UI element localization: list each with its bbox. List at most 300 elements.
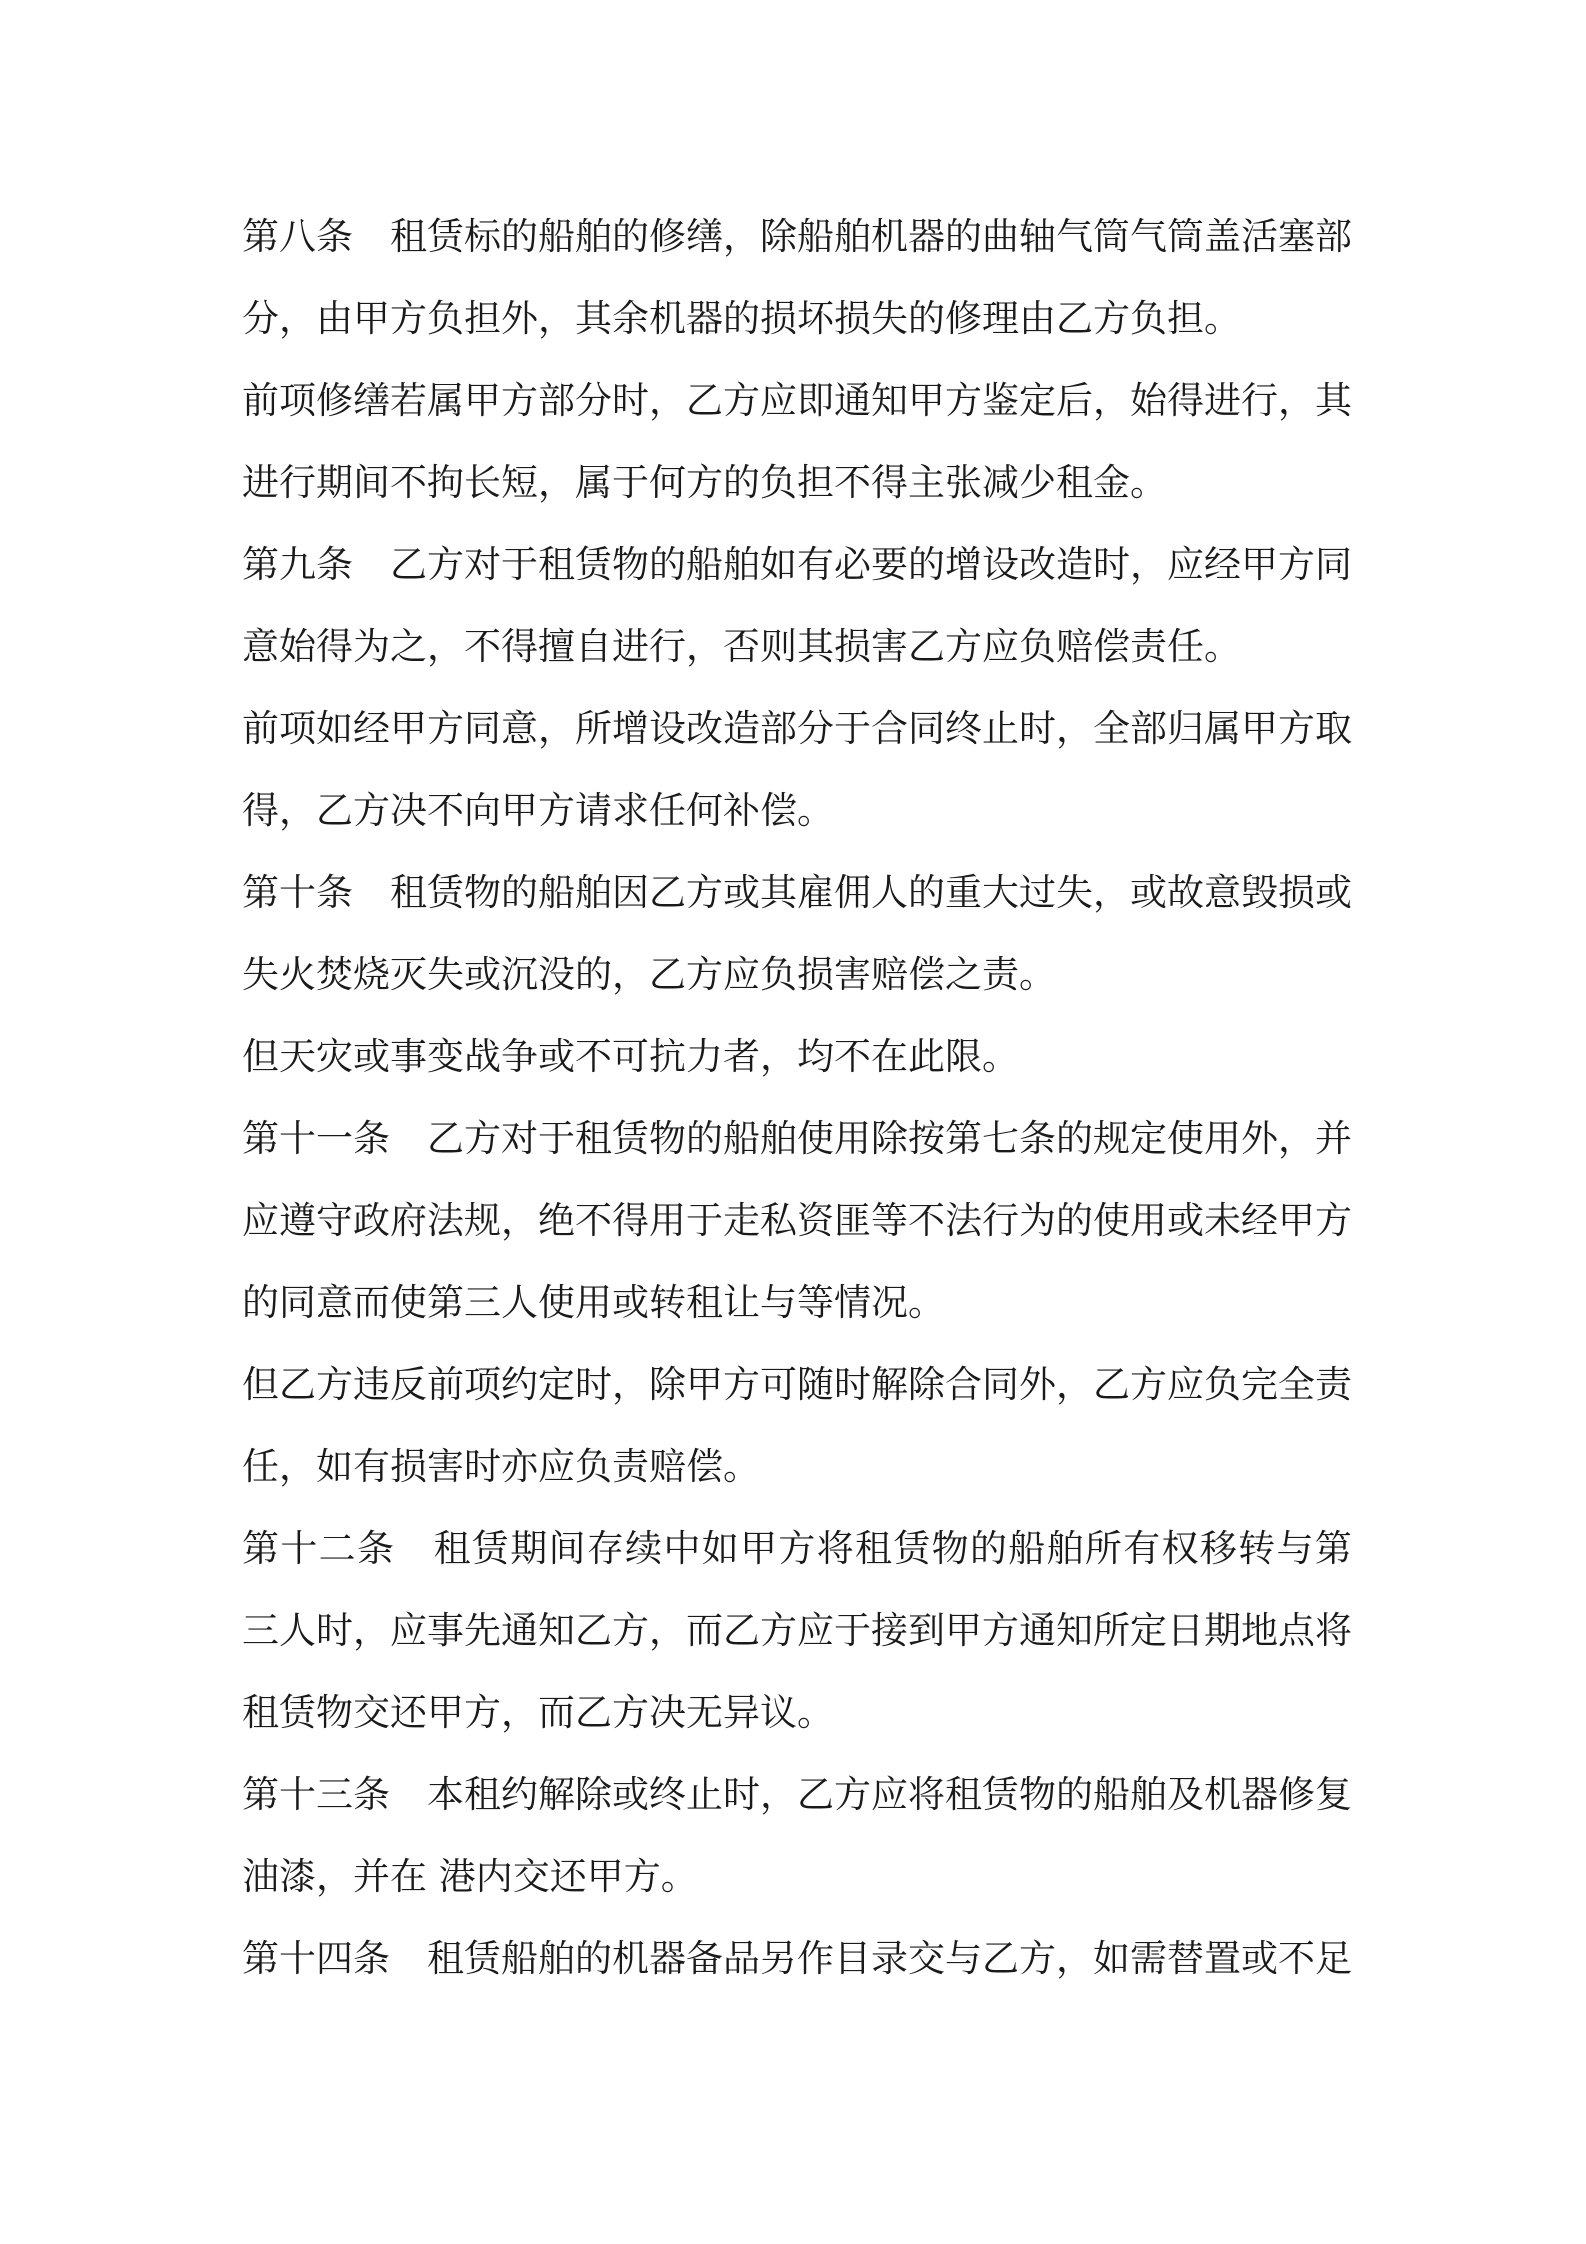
text-line: 意始得为之，不得擅自进行，否则其损害乙方应负赔偿责任。	[242, 625, 1241, 668]
text-char: 气	[1056, 215, 1093, 258]
text-char: 方	[945, 379, 982, 422]
text-char: 第	[242, 1117, 279, 1160]
text-char: 气	[1130, 215, 1167, 258]
text-char: 租	[433, 1527, 471, 1570]
text-char: 时	[1093, 543, 1130, 586]
text-char: 鉴	[982, 379, 1019, 422]
text-char: 到	[908, 1609, 945, 1652]
text-char: 未	[1204, 1199, 1241, 1242]
text-line	[242, 852, 1352, 934]
text-char: 设	[649, 707, 686, 750]
text-char: 甲	[740, 1527, 778, 1570]
text-char: 对	[464, 543, 501, 586]
text-char: 三	[242, 1609, 279, 1652]
text-char: 乙	[723, 1609, 760, 1652]
text-char: ，	[1278, 1117, 1315, 1160]
text-char: 的	[1056, 1199, 1093, 1242]
text-char: 合	[871, 707, 908, 750]
text-char: 时	[575, 1363, 612, 1406]
text-char: 改	[686, 707, 723, 750]
text-char: 第	[242, 871, 279, 914]
text-char: 交	[908, 1937, 945, 1980]
text-char: 三	[316, 1773, 353, 1816]
text-char: ，	[353, 1609, 390, 1652]
text-char: 需	[1130, 1937, 1167, 1980]
text-char: 船	[686, 543, 723, 586]
text-char: 守	[316, 1199, 353, 1242]
text-char: 定	[538, 1363, 575, 1406]
text-char	[353, 196, 390, 278]
text-char: 经	[1241, 1199, 1278, 1242]
text-char: 租	[855, 1527, 892, 1570]
text-char: 雇	[797, 871, 834, 914]
text-char: 后	[1056, 379, 1093, 422]
text-char: 方	[464, 1117, 501, 1160]
text-char: 并	[1315, 1117, 1352, 1160]
text-char: 时	[612, 379, 649, 422]
text-char: 法	[945, 1199, 982, 1242]
text-char: 筒	[1093, 215, 1130, 258]
text-char: ，	[649, 379, 686, 422]
text-char: 全	[1093, 707, 1130, 750]
text-char: 于	[834, 707, 871, 750]
text-char: 盖	[1204, 215, 1241, 258]
text-char: 或	[1167, 1199, 1204, 1242]
text-char: 将	[1315, 1609, 1352, 1652]
text-char: 始	[1130, 379, 1167, 422]
text-char: 设	[982, 543, 1019, 586]
text-char: 第	[242, 543, 279, 586]
text-char: 条	[353, 1773, 390, 1816]
text-char: 于	[538, 1117, 575, 1160]
text-line: 但天灾或事变战争或不可抗力者，均不在此限。	[242, 1035, 1019, 1078]
text-char: 或	[1241, 1937, 1278, 1980]
text-char: 约	[501, 1773, 538, 1816]
text-char: 舶	[575, 871, 612, 914]
text-char: ，	[1278, 379, 1315, 422]
text-char: 匪	[834, 1199, 871, 1242]
text-char: 通	[1019, 1609, 1056, 1652]
text-char: 的	[1056, 1773, 1093, 1816]
text-char: 方	[316, 1363, 353, 1406]
text-char: 赁	[893, 1527, 931, 1570]
text-char: 条	[1019, 1117, 1056, 1160]
text-char: 修	[316, 379, 353, 422]
text-char: 通	[834, 379, 871, 422]
text-char: 方	[1315, 1199, 1352, 1242]
text-char: 应	[1167, 1363, 1204, 1406]
text-char: 乙	[649, 871, 686, 914]
text-char: 物	[1019, 1773, 1056, 1816]
text-char: 修	[649, 215, 686, 258]
text-char: 赁	[427, 871, 464, 914]
text-char: 失	[1056, 871, 1093, 914]
text-char: 时	[723, 1773, 760, 1816]
text-char: 机	[871, 215, 908, 258]
text-char: 部	[1315, 215, 1352, 258]
text-char: 合	[945, 1363, 982, 1406]
text-char: 与	[1276, 1527, 1314, 1570]
text-char: 有	[797, 543, 834, 586]
text-char: 船	[501, 1937, 538, 1980]
text-char: 船	[538, 871, 575, 914]
text-char: ，	[1130, 543, 1167, 586]
text-char: 行	[982, 1199, 1019, 1242]
text-char: 二	[318, 1527, 356, 1570]
text-char: 走	[723, 1199, 760, 1242]
text-char: 十	[279, 1117, 316, 1160]
text-char: 目	[834, 1937, 871, 1980]
text-char: 的	[969, 1527, 1007, 1570]
text-char: 十	[280, 1527, 318, 1570]
text-char: 而	[686, 1609, 723, 1652]
text-char: 期	[510, 1527, 548, 1570]
text-line	[242, 688, 1352, 770]
text-char: 使	[797, 1117, 834, 1160]
text-char: 责	[1315, 1363, 1352, 1406]
text-line	[242, 1508, 1352, 1590]
text-char: 赁	[612, 1117, 649, 1160]
text-char: ，	[538, 707, 575, 750]
text-char: 为	[1019, 1199, 1056, 1242]
text-char: 方	[501, 379, 538, 422]
text-line: 进行期间不拘长短，属于何方的负担不得主张减少租金。	[242, 461, 1167, 504]
text-char: 定	[1019, 379, 1056, 422]
text-char: 同	[1315, 543, 1352, 586]
text-char: 条	[316, 215, 353, 258]
text-char: 第	[242, 1937, 279, 1980]
text-char: 规	[1093, 1117, 1130, 1160]
text-char: 方	[834, 1773, 871, 1816]
text-char: 知	[1056, 1609, 1093, 1652]
text-char: 接	[871, 1609, 908, 1652]
text-char: 舶	[538, 1937, 575, 1980]
text-char: 负	[1204, 1363, 1241, 1406]
text-char: 随	[797, 1363, 834, 1406]
text-char: 反	[390, 1363, 427, 1406]
text-char: 或	[1130, 871, 1167, 914]
text-char: 赁	[427, 215, 464, 258]
text-char: 十	[279, 1937, 316, 1980]
text-char: 得	[1167, 379, 1204, 422]
text-char: 如	[760, 543, 797, 586]
text-char: 项	[279, 379, 316, 422]
text-char: ，	[1093, 871, 1130, 914]
text-char: 应	[797, 1609, 834, 1652]
text-char	[353, 524, 390, 606]
text-char: ，	[723, 215, 760, 258]
text-char: ，	[501, 1199, 538, 1242]
text-char: 按	[908, 1117, 945, 1160]
text-char: 过	[1019, 871, 1056, 914]
text-char: 于	[686, 1199, 723, 1242]
text-char: 同	[908, 707, 945, 750]
text-char: 所	[575, 707, 612, 750]
text-char: 其	[1315, 379, 1352, 422]
text-char: 甲	[464, 379, 501, 422]
text-char: 器	[1241, 1773, 1278, 1816]
text-char: 损	[1278, 871, 1315, 914]
text-line	[242, 360, 1352, 442]
text-char: 的	[908, 871, 945, 914]
text-char: 属	[427, 379, 464, 422]
text-char: 行	[1241, 379, 1278, 422]
text-char: 等	[871, 1199, 908, 1242]
text-char: 乙	[982, 1937, 1019, 1980]
text-char: 乙	[390, 543, 427, 586]
text-char: 机	[1204, 1773, 1241, 1816]
text-line: 的同意而使第三人使用或转租让与等情况。	[242, 1281, 945, 1324]
text-char: 租	[390, 215, 427, 258]
text-line	[242, 1590, 1352, 1672]
text-char: 用	[834, 1117, 871, 1160]
text-char: 第	[242, 1527, 279, 1570]
text-char: 其	[760, 871, 797, 914]
text-char: 用	[1130, 1199, 1167, 1242]
text-char: 分	[797, 707, 834, 750]
text-char: 器	[649, 1937, 686, 1980]
text-char: 条	[353, 1117, 390, 1160]
text-char: 品	[723, 1937, 760, 1980]
text-char: 使	[1093, 1199, 1130, 1242]
text-line	[242, 524, 1352, 606]
text-char: 或	[1315, 871, 1352, 914]
text-char: 改	[1019, 543, 1056, 586]
text-char: 于	[501, 543, 538, 586]
text-char	[390, 1918, 427, 2000]
text-char: 缮	[353, 379, 390, 422]
text-char: 应	[1167, 543, 1204, 586]
text-char: 时	[316, 1609, 353, 1652]
text-char: 方	[1130, 1363, 1167, 1406]
text-char: 意	[501, 707, 538, 750]
text-char: 使	[1167, 1117, 1204, 1160]
text-char: 地	[1241, 1609, 1278, 1652]
text-char: 另	[760, 1937, 797, 1980]
text-char: 重	[945, 871, 982, 914]
text-char: 故	[1167, 871, 1204, 914]
text-char: 将	[908, 1773, 945, 1816]
text-char: 的	[501, 215, 538, 258]
text-char: 修	[1278, 1773, 1315, 1816]
text-char: 移	[1199, 1527, 1237, 1570]
text-char: 部	[538, 379, 575, 422]
text-char: 若	[390, 379, 427, 422]
text-char: 造	[723, 707, 760, 750]
text-char: 的	[686, 1117, 723, 1160]
text-char: 置	[1204, 1937, 1241, 1980]
text-char: 物	[612, 543, 649, 586]
text-char: 的	[501, 871, 538, 914]
text-char: 物	[931, 1527, 969, 1570]
text-char: 规	[464, 1199, 501, 1242]
text-char: 要	[871, 543, 908, 586]
text-char: 筒	[1167, 215, 1204, 258]
text-char: 舶	[723, 543, 760, 586]
text-char: 第	[1314, 1527, 1352, 1570]
text-char: 塞	[1278, 215, 1315, 258]
text-char: 约	[501, 1363, 538, 1406]
text-char: 大	[982, 871, 1019, 914]
text-char: ，	[649, 1609, 686, 1652]
text-char: 项	[464, 1363, 501, 1406]
text-char: 事	[427, 1609, 464, 1652]
text-char: 除	[649, 1363, 686, 1406]
text-char: 进	[1204, 379, 1241, 422]
text-char: 或	[723, 871, 760, 914]
text-char: 十	[279, 871, 316, 914]
text-char: 船	[723, 1117, 760, 1160]
text-char	[390, 1754, 427, 1836]
text-char: 条	[316, 871, 353, 914]
text-char: 用	[1204, 1117, 1241, 1160]
text-char: 赁	[982, 1773, 1019, 1816]
text-char: 赁	[575, 543, 612, 586]
text-char: 私	[760, 1199, 797, 1242]
text-char: 但	[242, 1363, 279, 1406]
text-char: 分	[575, 379, 612, 422]
text-char: 续	[625, 1527, 663, 1570]
text-char: 府	[390, 1199, 427, 1242]
text-char: 方	[982, 1609, 1019, 1652]
text-char: 物	[649, 1117, 686, 1160]
text-char: 的	[945, 215, 982, 258]
text-char: 因	[612, 871, 649, 914]
text-char: 物	[464, 871, 501, 914]
text-char: 权	[1161, 1527, 1199, 1570]
text-char: 终	[649, 1773, 686, 1816]
text-char: 方	[778, 1527, 816, 1570]
text-char	[390, 1098, 427, 1180]
text-char: 不	[908, 1199, 945, 1242]
text-char: 人	[279, 1609, 316, 1652]
text-char: 方	[427, 707, 464, 750]
text-char: 录	[871, 1937, 908, 1980]
text-char: 应	[242, 1199, 279, 1242]
text-char: 与	[945, 1937, 982, 1980]
text-char: 毁	[1241, 871, 1278, 914]
text-char: 舶	[834, 215, 871, 258]
text-char: 四	[316, 1937, 353, 1980]
text-char: 方	[723, 1363, 760, 1406]
text-line: 任，如有损害时亦应负责赔偿。	[242, 1445, 760, 1488]
text-char: 所	[1084, 1527, 1122, 1570]
text-char: 赁	[471, 1527, 509, 1570]
text-char: 赁	[464, 1937, 501, 1980]
text-char: 部	[760, 707, 797, 750]
text-line	[242, 1180, 1352, 1262]
text-char: 缮	[686, 215, 723, 258]
text-char: 解	[871, 1363, 908, 1406]
text-char: 违	[353, 1363, 390, 1406]
text-char: 甲	[1241, 707, 1278, 750]
text-char: 一	[316, 1117, 353, 1160]
text-char	[395, 1508, 432, 1590]
text-char: 及	[1167, 1773, 1204, 1816]
text-char: 对	[501, 1117, 538, 1160]
text-line	[242, 1344, 1352, 1426]
text-line	[242, 1098, 1352, 1180]
text-char: 方	[612, 1609, 649, 1652]
text-char: 方	[1019, 1937, 1056, 1980]
text-line: 油漆，并在 港内交还甲方。	[242, 1855, 698, 1898]
text-line: 得，乙方决不向甲方请求任何补偿。	[242, 789, 834, 832]
text-char: 甲	[686, 1363, 723, 1406]
text-char: 七	[982, 1117, 1019, 1160]
text-char: 舶	[1046, 1527, 1084, 1570]
text-char: 外	[1241, 1117, 1278, 1160]
text-char: 资	[797, 1199, 834, 1242]
text-char: 租	[390, 871, 427, 914]
text-char: 或	[612, 1773, 649, 1816]
text-char: 应	[871, 1773, 908, 1816]
text-char: 知	[538, 1609, 575, 1652]
text-char: 得	[612, 1199, 649, 1242]
text-char: 时	[1019, 707, 1056, 750]
text-char: 第	[242, 215, 279, 258]
text-char: ，	[1056, 707, 1093, 750]
text-char: 租	[464, 1773, 501, 1816]
text-char: 曲	[982, 215, 1019, 258]
text-char: 的	[908, 543, 945, 586]
text-char: 止	[982, 707, 1019, 750]
text-char: 租	[427, 1937, 464, 1980]
text-char: 乙	[797, 1773, 834, 1816]
text-char: ，	[612, 1363, 649, 1406]
text-line: 分，由甲方负担外，其余机器的损坏损失的修理由乙方负担。	[242, 297, 1241, 340]
text-char: 活	[1241, 215, 1278, 258]
text-char: 经	[1204, 543, 1241, 586]
text-char: 佣	[834, 871, 871, 914]
text-char: 同	[982, 1363, 1019, 1406]
text-char: 九	[279, 543, 316, 586]
text-char: 全	[1278, 1363, 1315, 1406]
text-char: 不	[575, 1199, 612, 1242]
text-char: 取	[1315, 707, 1352, 750]
text-char: 复	[1315, 1773, 1352, 1816]
text-char: 的	[1056, 1117, 1093, 1160]
text-char: 第	[242, 1773, 279, 1816]
text-char: ，	[760, 1773, 797, 1816]
text-char: 的	[649, 543, 686, 586]
text-char: 甲	[390, 707, 427, 750]
text-char: 止	[686, 1773, 723, 1816]
text-char: 通	[501, 1609, 538, 1652]
text-line	[242, 196, 1352, 278]
text-char: 除	[760, 215, 797, 258]
text-char: 十	[279, 1773, 316, 1816]
text-char: 备	[686, 1937, 723, 1980]
text-char	[353, 852, 390, 934]
text-line	[242, 1754, 1352, 1836]
text-char: 遵	[279, 1199, 316, 1242]
text-char: 政	[353, 1199, 390, 1242]
text-char: 属	[1204, 707, 1241, 750]
text-char: 船	[1008, 1527, 1046, 1570]
text-char: 知	[871, 379, 908, 422]
text-char: 方	[686, 871, 723, 914]
text-char: 舶	[760, 1117, 797, 1160]
text-char: 本	[427, 1773, 464, 1816]
text-char: 甲	[1241, 543, 1278, 586]
text-char: 替	[1167, 1937, 1204, 1980]
text-char: 除	[871, 1117, 908, 1160]
text-char: 转	[1238, 1527, 1276, 1570]
text-char: 外	[1019, 1363, 1056, 1406]
text-char: 轴	[1019, 215, 1056, 258]
text-char: 绝	[538, 1199, 575, 1242]
text-char: 前	[242, 707, 279, 750]
